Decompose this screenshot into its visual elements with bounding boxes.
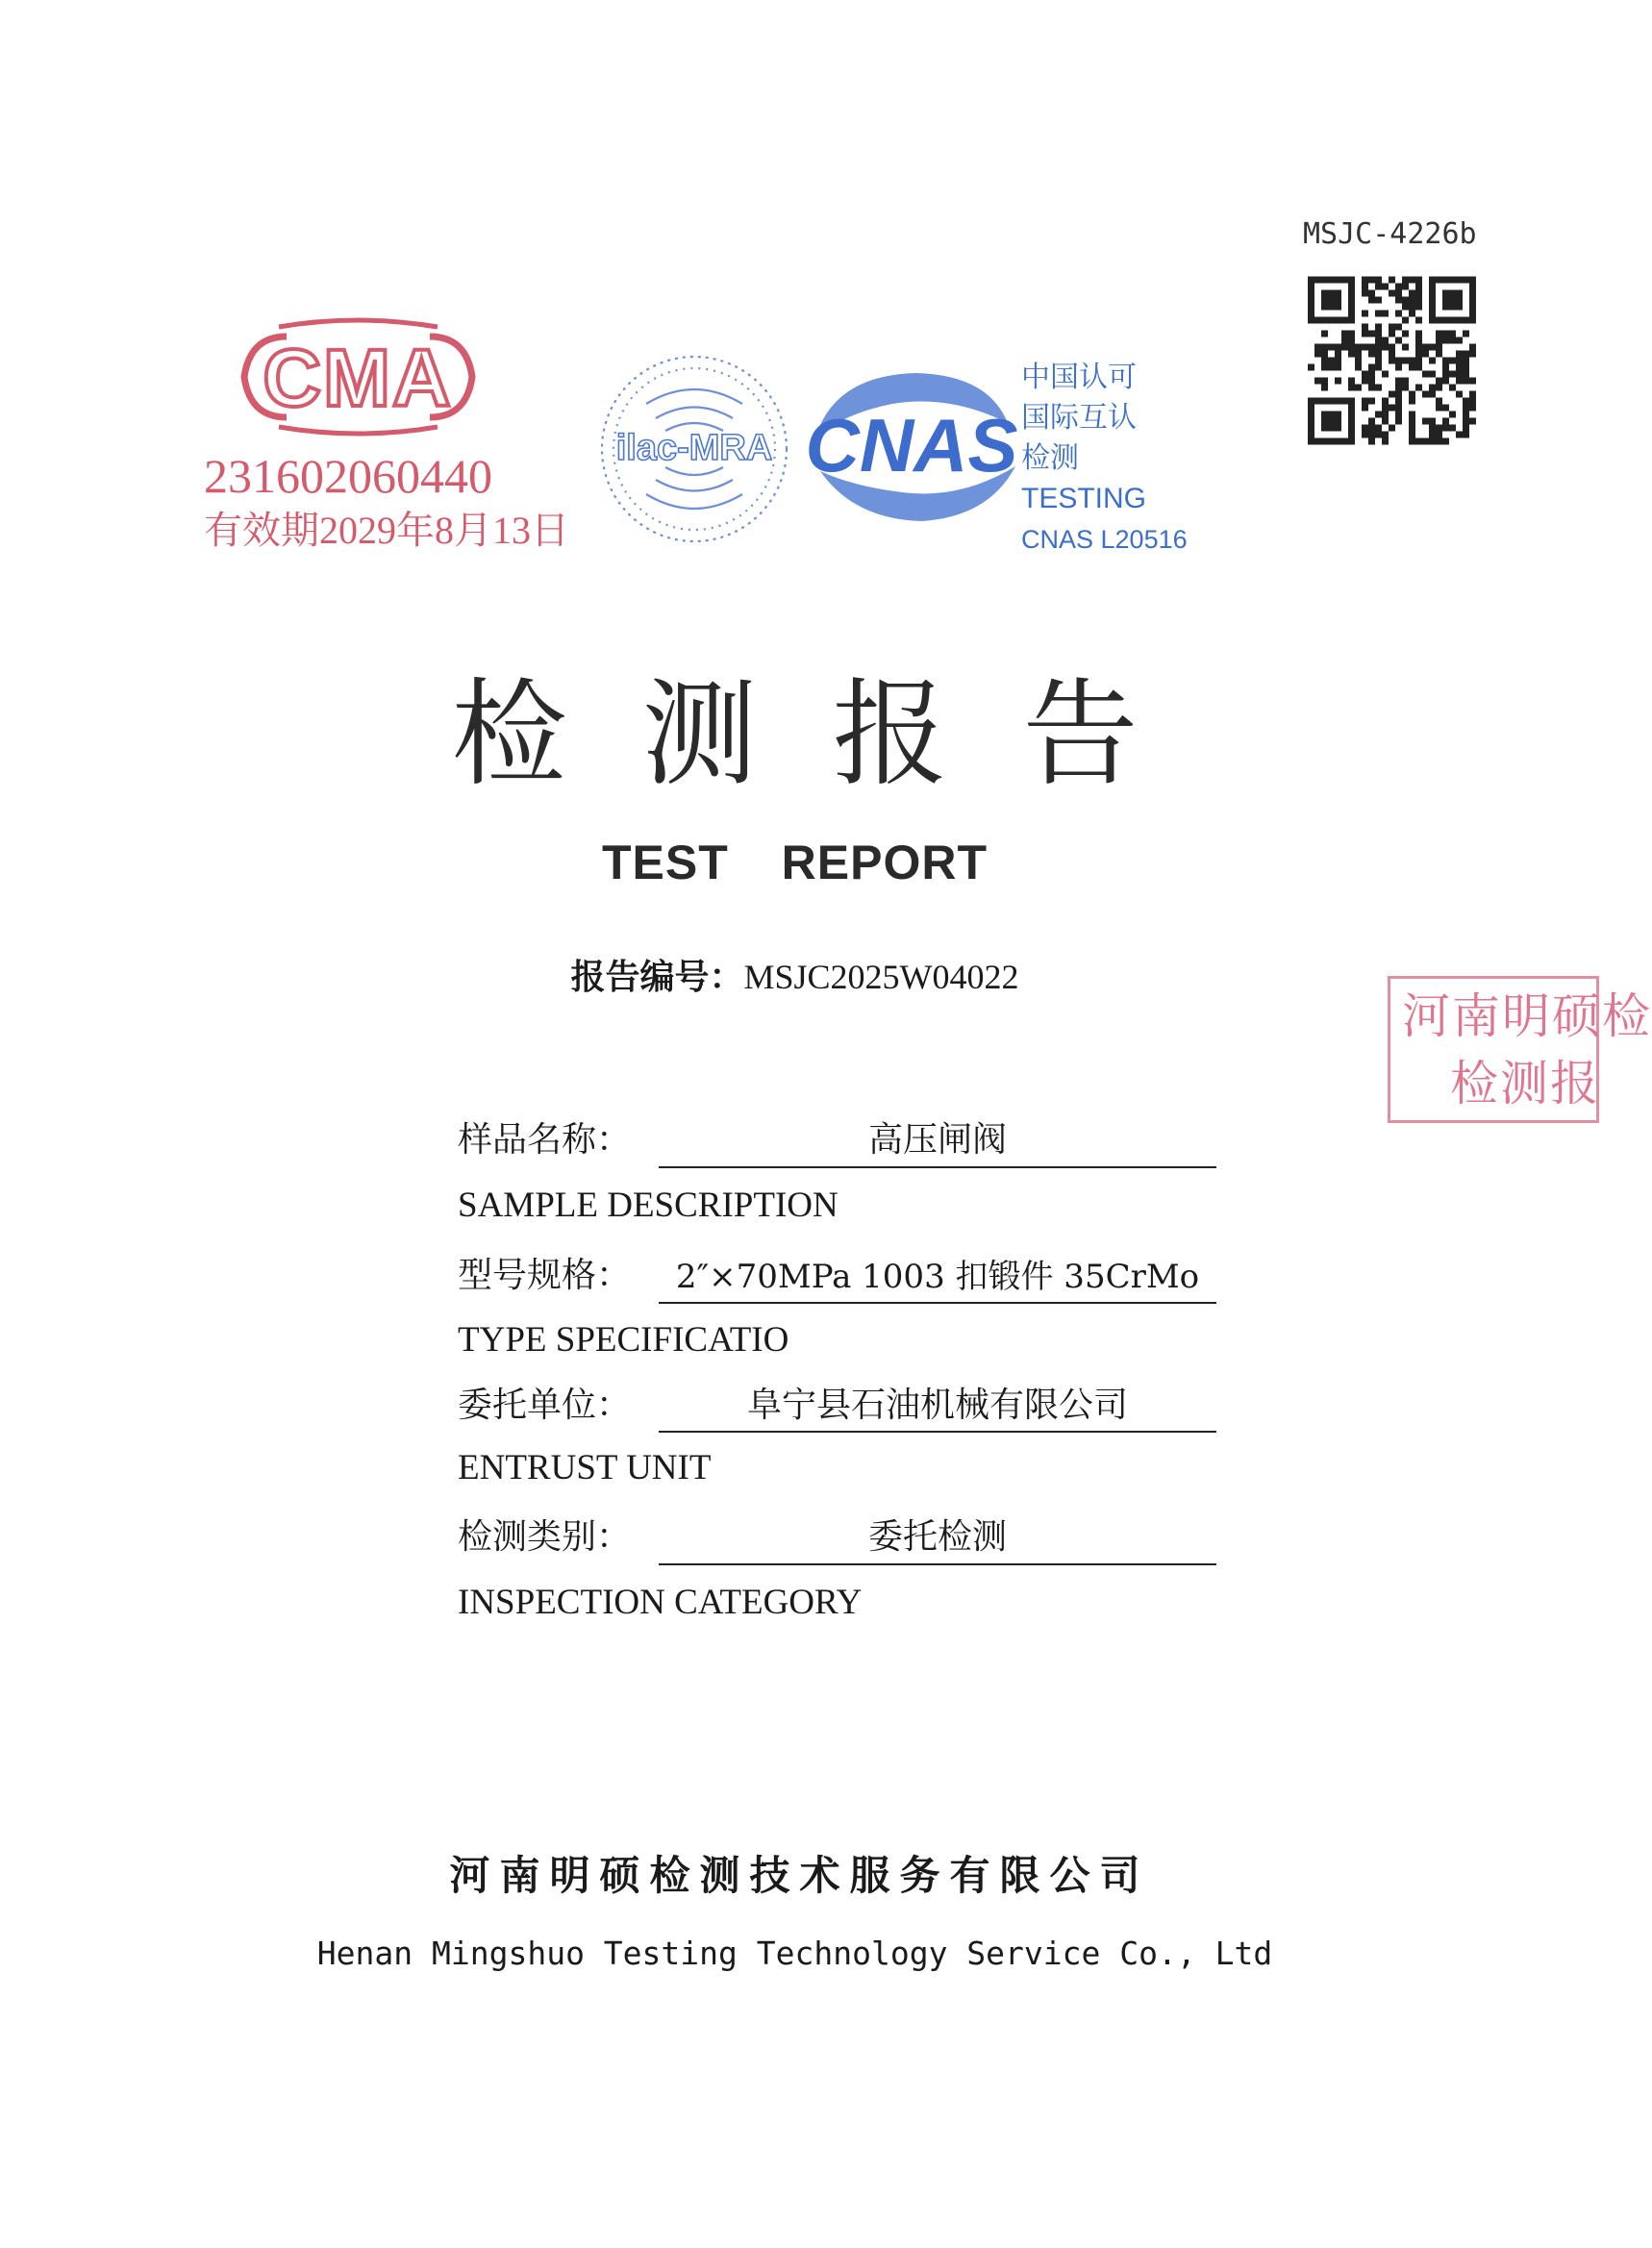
qr-module [1382, 432, 1389, 438]
qr-module [1402, 378, 1409, 385]
qr-module [1321, 358, 1328, 364]
qr-module [1321, 351, 1328, 358]
type-underline [659, 1302, 1216, 1304]
qr-module [1415, 290, 1422, 297]
qr-module [1422, 351, 1429, 358]
cma-number: 231602060440 [204, 449, 492, 503]
qr-module [1463, 398, 1469, 405]
qr-module [1395, 337, 1402, 344]
qr-module [1409, 398, 1415, 405]
qr-module [1389, 331, 1395, 337]
side-seal-line-2: 检测报 [1450, 1056, 1600, 1112]
qr-module [1382, 438, 1389, 445]
qr-module [1456, 391, 1463, 398]
entrust-label-en: ENTRUST UNIT [458, 1448, 712, 1487]
qr-module [1409, 290, 1415, 297]
qr-module [1463, 432, 1469, 438]
qr-module [1456, 364, 1463, 371]
qr-module [1355, 351, 1362, 358]
qr-module [1368, 385, 1375, 391]
qr-module [1395, 358, 1402, 364]
qr-module [1449, 425, 1456, 432]
qr-module [1348, 385, 1355, 391]
qr-module [1395, 297, 1402, 304]
qr-module [1415, 364, 1422, 371]
qr-module [1456, 371, 1463, 378]
qr-module [1442, 364, 1449, 371]
qr-module [1375, 331, 1382, 337]
qr-module [1368, 297, 1375, 304]
qr-module [1469, 344, 1476, 351]
qr-module [1463, 378, 1469, 385]
category-label-en: INSPECTION CATEGORY [458, 1583, 863, 1622]
qr-module [1415, 317, 1422, 324]
qr-module [1395, 378, 1402, 385]
sample-label-en: SAMPLE DESCRIPTION [458, 1186, 839, 1225]
qr-module [1321, 385, 1328, 391]
category-label: 检测类别： [458, 1517, 632, 1557]
qr-module [1469, 351, 1476, 358]
qr-module [1456, 432, 1463, 438]
qr-module [1415, 297, 1422, 304]
qr-module [1449, 331, 1456, 337]
qr-module [1355, 344, 1362, 351]
qr-module [1375, 324, 1382, 331]
qr-module [1368, 425, 1375, 432]
qr-module [1368, 344, 1375, 351]
qr-module [1382, 398, 1389, 405]
qr-module [1368, 418, 1375, 425]
qr-module [1402, 358, 1409, 364]
sample-label: 样品名称： [458, 1120, 632, 1160]
qr-module [1368, 331, 1375, 337]
qr-module [1395, 418, 1402, 425]
qr-module [1402, 344, 1409, 351]
qr-module [1348, 331, 1355, 337]
qr-module [1348, 337, 1355, 344]
qr-module [1362, 324, 1368, 331]
qr-module [1314, 378, 1321, 385]
qr-module [1463, 331, 1469, 337]
cma-seal-icon [231, 317, 486, 437]
qr-module [1389, 351, 1395, 358]
qr-module [1469, 398, 1476, 405]
qr-module [1422, 371, 1429, 378]
qr-module [1335, 344, 1341, 351]
qr-module [1442, 337, 1449, 344]
report-title-cn: 检测报告 [451, 668, 1214, 802]
qr-module [1362, 311, 1368, 317]
qr-module [1328, 344, 1335, 351]
qr-module [1415, 277, 1422, 284]
qr-module [1463, 405, 1469, 412]
qr-module [1362, 432, 1368, 438]
qr-module [1382, 405, 1389, 412]
qr-module [1389, 290, 1395, 297]
qr-module [1409, 412, 1415, 418]
qr-module [1436, 351, 1442, 358]
qr-module [1415, 344, 1422, 351]
qr-module [1328, 358, 1335, 364]
qr-module [1375, 425, 1382, 432]
qr-module [1409, 438, 1415, 445]
qr-module [1409, 358, 1415, 364]
qr-module [1375, 284, 1382, 290]
qr-module [1469, 405, 1476, 412]
qr-module [1395, 385, 1402, 391]
qr-module [1389, 405, 1395, 412]
entrust-value: 阜宁县石油机械有限公司 [746, 1386, 1128, 1425]
qr-module [1395, 412, 1402, 418]
company-name-en: Henan Mingshuo Testing Technology Service Co., Ltd [316, 1935, 1273, 1972]
type-label: 型号规格： [458, 1256, 632, 1295]
qr-module [1415, 304, 1422, 311]
qr-module [1362, 398, 1368, 405]
qr-module [1449, 358, 1456, 364]
qr-module [1409, 297, 1415, 304]
qr-module [1375, 277, 1382, 284]
company-side-seal [1388, 976, 1652, 1123]
qr-module [1442, 405, 1449, 412]
qr-module [1463, 358, 1469, 364]
qr-module [1402, 331, 1409, 337]
cma-logo-text: CMA [263, 333, 453, 423]
qr-module [1368, 371, 1375, 378]
qr-module [1463, 425, 1469, 432]
qr-module [1402, 297, 1409, 304]
qr-module [1442, 371, 1449, 378]
qr-module [1429, 425, 1436, 432]
qr-module [1341, 344, 1348, 351]
type-value: 2″×70MPa 1003 扣锻件 35CrMo [675, 1258, 1200, 1296]
qr-module [1415, 284, 1422, 290]
cnas-logo-icon [796, 365, 1027, 529]
qr-module [1308, 364, 1314, 371]
qr-module [1335, 378, 1341, 385]
qr-module [1341, 331, 1348, 337]
qr-module [1375, 412, 1382, 418]
qr-module [1362, 290, 1368, 297]
qr-module [1422, 438, 1429, 445]
type-label-en: TYPE SPECIFICATIO [458, 1320, 789, 1360]
qr-module [1348, 344, 1355, 351]
cnas-line-2: 国际互认 [1021, 401, 1137, 435]
qr-module [1456, 337, 1463, 344]
cma-expiry: 有效期2029年8月13日 [204, 509, 569, 552]
qr-module [1348, 351, 1355, 358]
qr-module [1402, 277, 1409, 284]
qr-module [1335, 351, 1341, 358]
report-title-en: TEST REPORT [601, 836, 989, 889]
qr-module [1355, 364, 1362, 371]
qr-module [1375, 344, 1382, 351]
qr-module [1409, 432, 1415, 438]
qr-module [1409, 425, 1415, 432]
qr-module [1436, 337, 1442, 344]
qr-module [1409, 277, 1415, 284]
qr-module [1375, 297, 1382, 304]
qr-module [1409, 391, 1415, 398]
category-underline [659, 1563, 1216, 1565]
qr-module [1449, 371, 1456, 378]
qr-module [1429, 385, 1436, 391]
qr-module [1442, 331, 1449, 337]
qr-module [1469, 391, 1476, 398]
qr-module [1469, 418, 1476, 425]
qr-module [1382, 344, 1389, 351]
qr-module [1395, 324, 1402, 331]
qr-module [1429, 438, 1436, 445]
cnas-line-5: CNAS L20516 [1021, 525, 1188, 554]
ilac-text: ilac-MRA [615, 428, 773, 468]
qr-module [1469, 378, 1476, 385]
qr-module [1442, 358, 1449, 364]
qr-module [1389, 425, 1395, 432]
cnas-logo-text: CNAS [805, 403, 1018, 487]
qr-module [1368, 351, 1375, 358]
qr-module [1395, 364, 1402, 371]
qr-module [1436, 385, 1442, 391]
qr-module [1362, 331, 1368, 337]
qr-code-icon [1308, 274, 1476, 447]
qr-module [1375, 432, 1382, 438]
qr-module [1429, 432, 1436, 438]
qr-module [1415, 331, 1422, 337]
qr-module [1429, 371, 1436, 378]
qr-module [1422, 344, 1429, 351]
ilac-mra-icon [593, 346, 795, 553]
qr-module [1355, 358, 1362, 364]
qr-module [1436, 378, 1442, 385]
qr-module [1389, 358, 1395, 364]
qr-module [1382, 311, 1389, 317]
qr-module [1395, 290, 1402, 297]
report-number [0, 950, 1589, 999]
qr-module [1362, 425, 1368, 432]
qr-module [1456, 358, 1463, 364]
qr-module [1362, 344, 1368, 351]
cnas-line-4: TESTING [1021, 483, 1147, 514]
qr-module [1409, 311, 1415, 317]
qr-module [1389, 344, 1395, 351]
qr-module [1422, 418, 1429, 425]
category-value: 委托检测 [867, 1517, 1007, 1557]
qr-module [1449, 412, 1456, 418]
qr-module [1409, 364, 1415, 371]
qr-module [1368, 277, 1375, 284]
qr-module [1321, 378, 1328, 385]
qr-module [1415, 337, 1422, 344]
sample-underline [659, 1166, 1216, 1168]
qr-module [1442, 425, 1449, 432]
qr-module [1382, 371, 1389, 378]
qr-module [1368, 438, 1375, 445]
qr-module [1402, 304, 1409, 311]
qr-module [1429, 418, 1436, 425]
qr-module [1382, 337, 1389, 344]
qr-module [1389, 277, 1395, 284]
report-number-value: MSJC2025W04022 [743, 958, 1019, 996]
qr-module [1395, 284, 1402, 290]
qr-module [1436, 344, 1442, 351]
document-code: MSJC-4226b [1303, 217, 1477, 251]
qr-module [1321, 344, 1328, 351]
qr-module [1382, 284, 1389, 290]
qr-module [1389, 324, 1395, 331]
qr-module [1402, 385, 1409, 391]
qr-module [1463, 418, 1469, 425]
qr-module [1436, 398, 1442, 405]
qr-module [1362, 378, 1368, 385]
entrust-underline [659, 1431, 1216, 1433]
qr-module [1456, 378, 1463, 385]
qr-module [1456, 351, 1463, 358]
qr-module [1375, 364, 1382, 371]
qr-module [1409, 304, 1415, 311]
qr-module [1429, 358, 1436, 364]
qr-module [1436, 331, 1442, 337]
qr-module [1362, 277, 1368, 284]
qr-module [1314, 351, 1321, 358]
qr-module [1389, 391, 1395, 398]
qr-module [1368, 432, 1375, 438]
qr-module [1335, 358, 1341, 364]
qr-module [1335, 364, 1341, 371]
qr-module [1375, 385, 1382, 391]
qr-module [1402, 317, 1409, 324]
qr-module [1463, 371, 1469, 378]
qr-module [1321, 364, 1328, 371]
sample-value: 高压闸阀 [867, 1120, 1007, 1160]
qr-module [1395, 391, 1402, 398]
qr-module [1442, 378, 1449, 385]
qr-module [1429, 391, 1436, 398]
qr-module [1463, 364, 1469, 371]
qr-module [1415, 358, 1422, 364]
qr-module [1368, 364, 1375, 371]
qr-module [1395, 405, 1402, 412]
qr-module [1382, 412, 1389, 418]
qr-module [1436, 432, 1442, 438]
qr-module [1422, 391, 1429, 398]
qr-module [1375, 358, 1382, 364]
qr-module [1368, 398, 1375, 405]
qr-module [1382, 418, 1389, 425]
qr-module [1341, 337, 1348, 344]
qr-module [1442, 438, 1449, 445]
qr-module [1442, 418, 1449, 425]
qr-module [1355, 385, 1362, 391]
qr-module [1436, 425, 1442, 432]
qr-module [1348, 378, 1355, 385]
qr-module [1463, 351, 1469, 358]
company-name-cn: 河南明硕检测技术服务有限公司 [449, 1852, 1150, 1899]
qr-module [1463, 412, 1469, 418]
cnas-line-3: 检测 [1021, 441, 1079, 475]
qr-module [1328, 364, 1335, 371]
qr-module [1415, 438, 1422, 445]
side-seal-line-1: 河南明硕检 [1402, 988, 1652, 1044]
qr-module [1449, 385, 1456, 391]
qr-module [1375, 337, 1382, 344]
qr-module [1409, 418, 1415, 425]
qr-module [1375, 311, 1382, 317]
qr-module [1368, 378, 1375, 385]
qr-module [1395, 311, 1402, 317]
cnas-line-1: 中国认可 [1021, 361, 1137, 394]
report-number-label: 报告编号： [570, 958, 744, 997]
qr-module [1362, 284, 1368, 290]
qr-module [1429, 344, 1436, 351]
qr-module [1314, 344, 1321, 351]
qr-module [1449, 337, 1456, 344]
qr-module [1362, 371, 1368, 378]
entrust-label: 委托单位： [458, 1386, 632, 1425]
cnas-text-block [1021, 358, 1188, 560]
qr-module [1436, 438, 1442, 445]
qr-module [1321, 331, 1328, 337]
qr-module [1402, 284, 1409, 290]
qr-module [1415, 351, 1422, 358]
qr-module [1436, 405, 1442, 412]
qr-module [1375, 351, 1382, 358]
qr-module [1395, 398, 1402, 405]
qr-module [1368, 290, 1375, 297]
qr-module [1415, 385, 1422, 391]
qr-module [1362, 405, 1368, 412]
